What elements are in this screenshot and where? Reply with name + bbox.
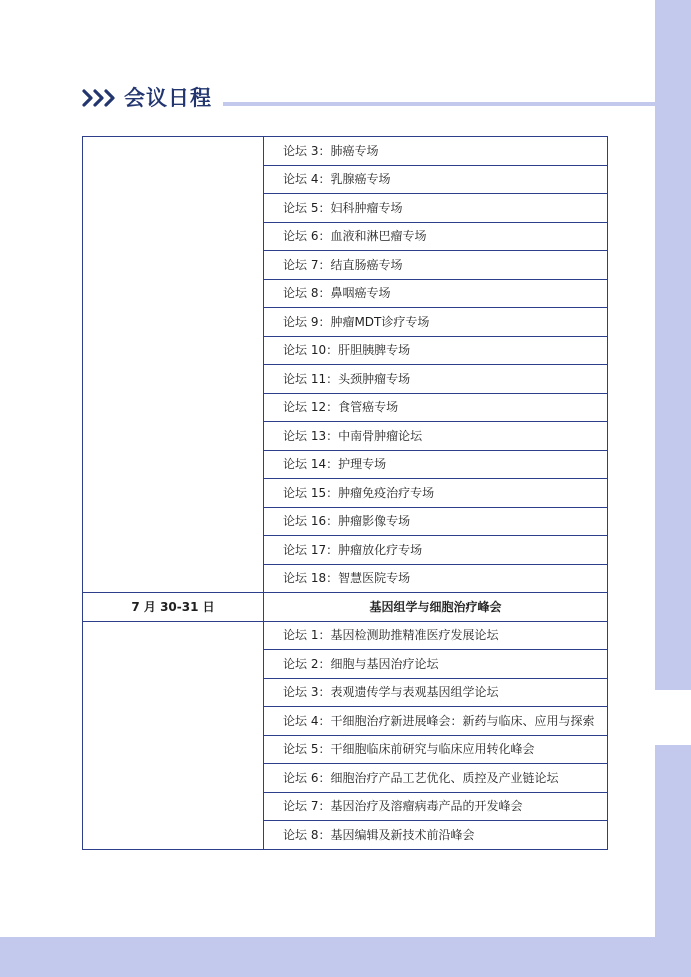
summit-name: 基因组学与细胞治疗峰会	[264, 593, 608, 622]
date-cell-empty	[83, 621, 264, 849]
table-row	[83, 137, 608, 166]
forum-cell: 论坛 13：中南骨肿瘤论坛	[264, 422, 608, 451]
forum-cell: 论坛 5：干细胞临床前研究与临床应用转化峰会	[264, 735, 608, 764]
forum-cell: 论坛 6：细胞治疗产品工艺优化、质控及产业链论坛	[264, 764, 608, 793]
forum-cell: 论坛 11：头颈肿瘤专场	[264, 365, 608, 394]
forum-cell: 论坛 18：智慧医院专场	[264, 564, 608, 593]
forum-cell: 论坛 9：肿瘤MDT诊疗专场	[264, 308, 608, 337]
schedule-table	[82, 136, 608, 850]
forum-cell: 论坛 17：肿瘤放化疗专场	[264, 536, 608, 565]
summit-row	[83, 593, 608, 622]
forum-cell: 论坛 7：结直肠癌专场	[264, 251, 608, 280]
forum-cell: 论坛 8：基因编辑及新技术前沿峰会	[264, 821, 608, 850]
forum-cell: 论坛 16：肿瘤影像专场	[264, 507, 608, 536]
summit-date: 7 月 30-31 日	[83, 593, 264, 622]
forum-cell: 论坛 7：基因治疗及溶瘤病毒产品的开发峰会	[264, 792, 608, 821]
forum-cell: 论坛 12：食管癌专场	[264, 393, 608, 422]
forum-cell: 论坛 10：肝胆胰脾专场	[264, 336, 608, 365]
section-header	[82, 84, 612, 114]
bottom-decor-band	[0, 937, 691, 977]
forum-cell: 论坛 1：基因检测助推精准医疗发展论坛	[264, 621, 608, 650]
header-rule-dots	[669, 102, 690, 106]
table-row	[83, 621, 608, 650]
forum-cell: 论坛 3：肺癌专场	[264, 137, 608, 166]
forum-cell: 论坛 4：干细胞治疗新进展峰会：新药与临床、应用与探索	[264, 707, 608, 736]
forum-cell: 论坛 2：细胞与基因治疗论坛	[264, 650, 608, 679]
triple-chevron-right-icon	[82, 88, 116, 108]
forum-cell: 论坛 8：鼻咽癌专场	[264, 279, 608, 308]
page-title: 会议日程	[124, 86, 212, 110]
forum-cell: 论坛 3：表观遗传学与表观基因组学论坛	[264, 678, 608, 707]
forum-cell: 论坛 5：妇科肿瘤专场	[264, 194, 608, 223]
date-cell-empty	[83, 137, 264, 593]
forum-cell: 论坛 4：乳腺癌专场	[264, 165, 608, 194]
header-rule	[223, 102, 663, 106]
forum-cell: 论坛 15：肿瘤免疫治疗专场	[264, 479, 608, 508]
forum-cell: 论坛 14：护理专场	[264, 450, 608, 479]
forum-cell: 论坛 6：血液和淋巴瘤专场	[264, 222, 608, 251]
